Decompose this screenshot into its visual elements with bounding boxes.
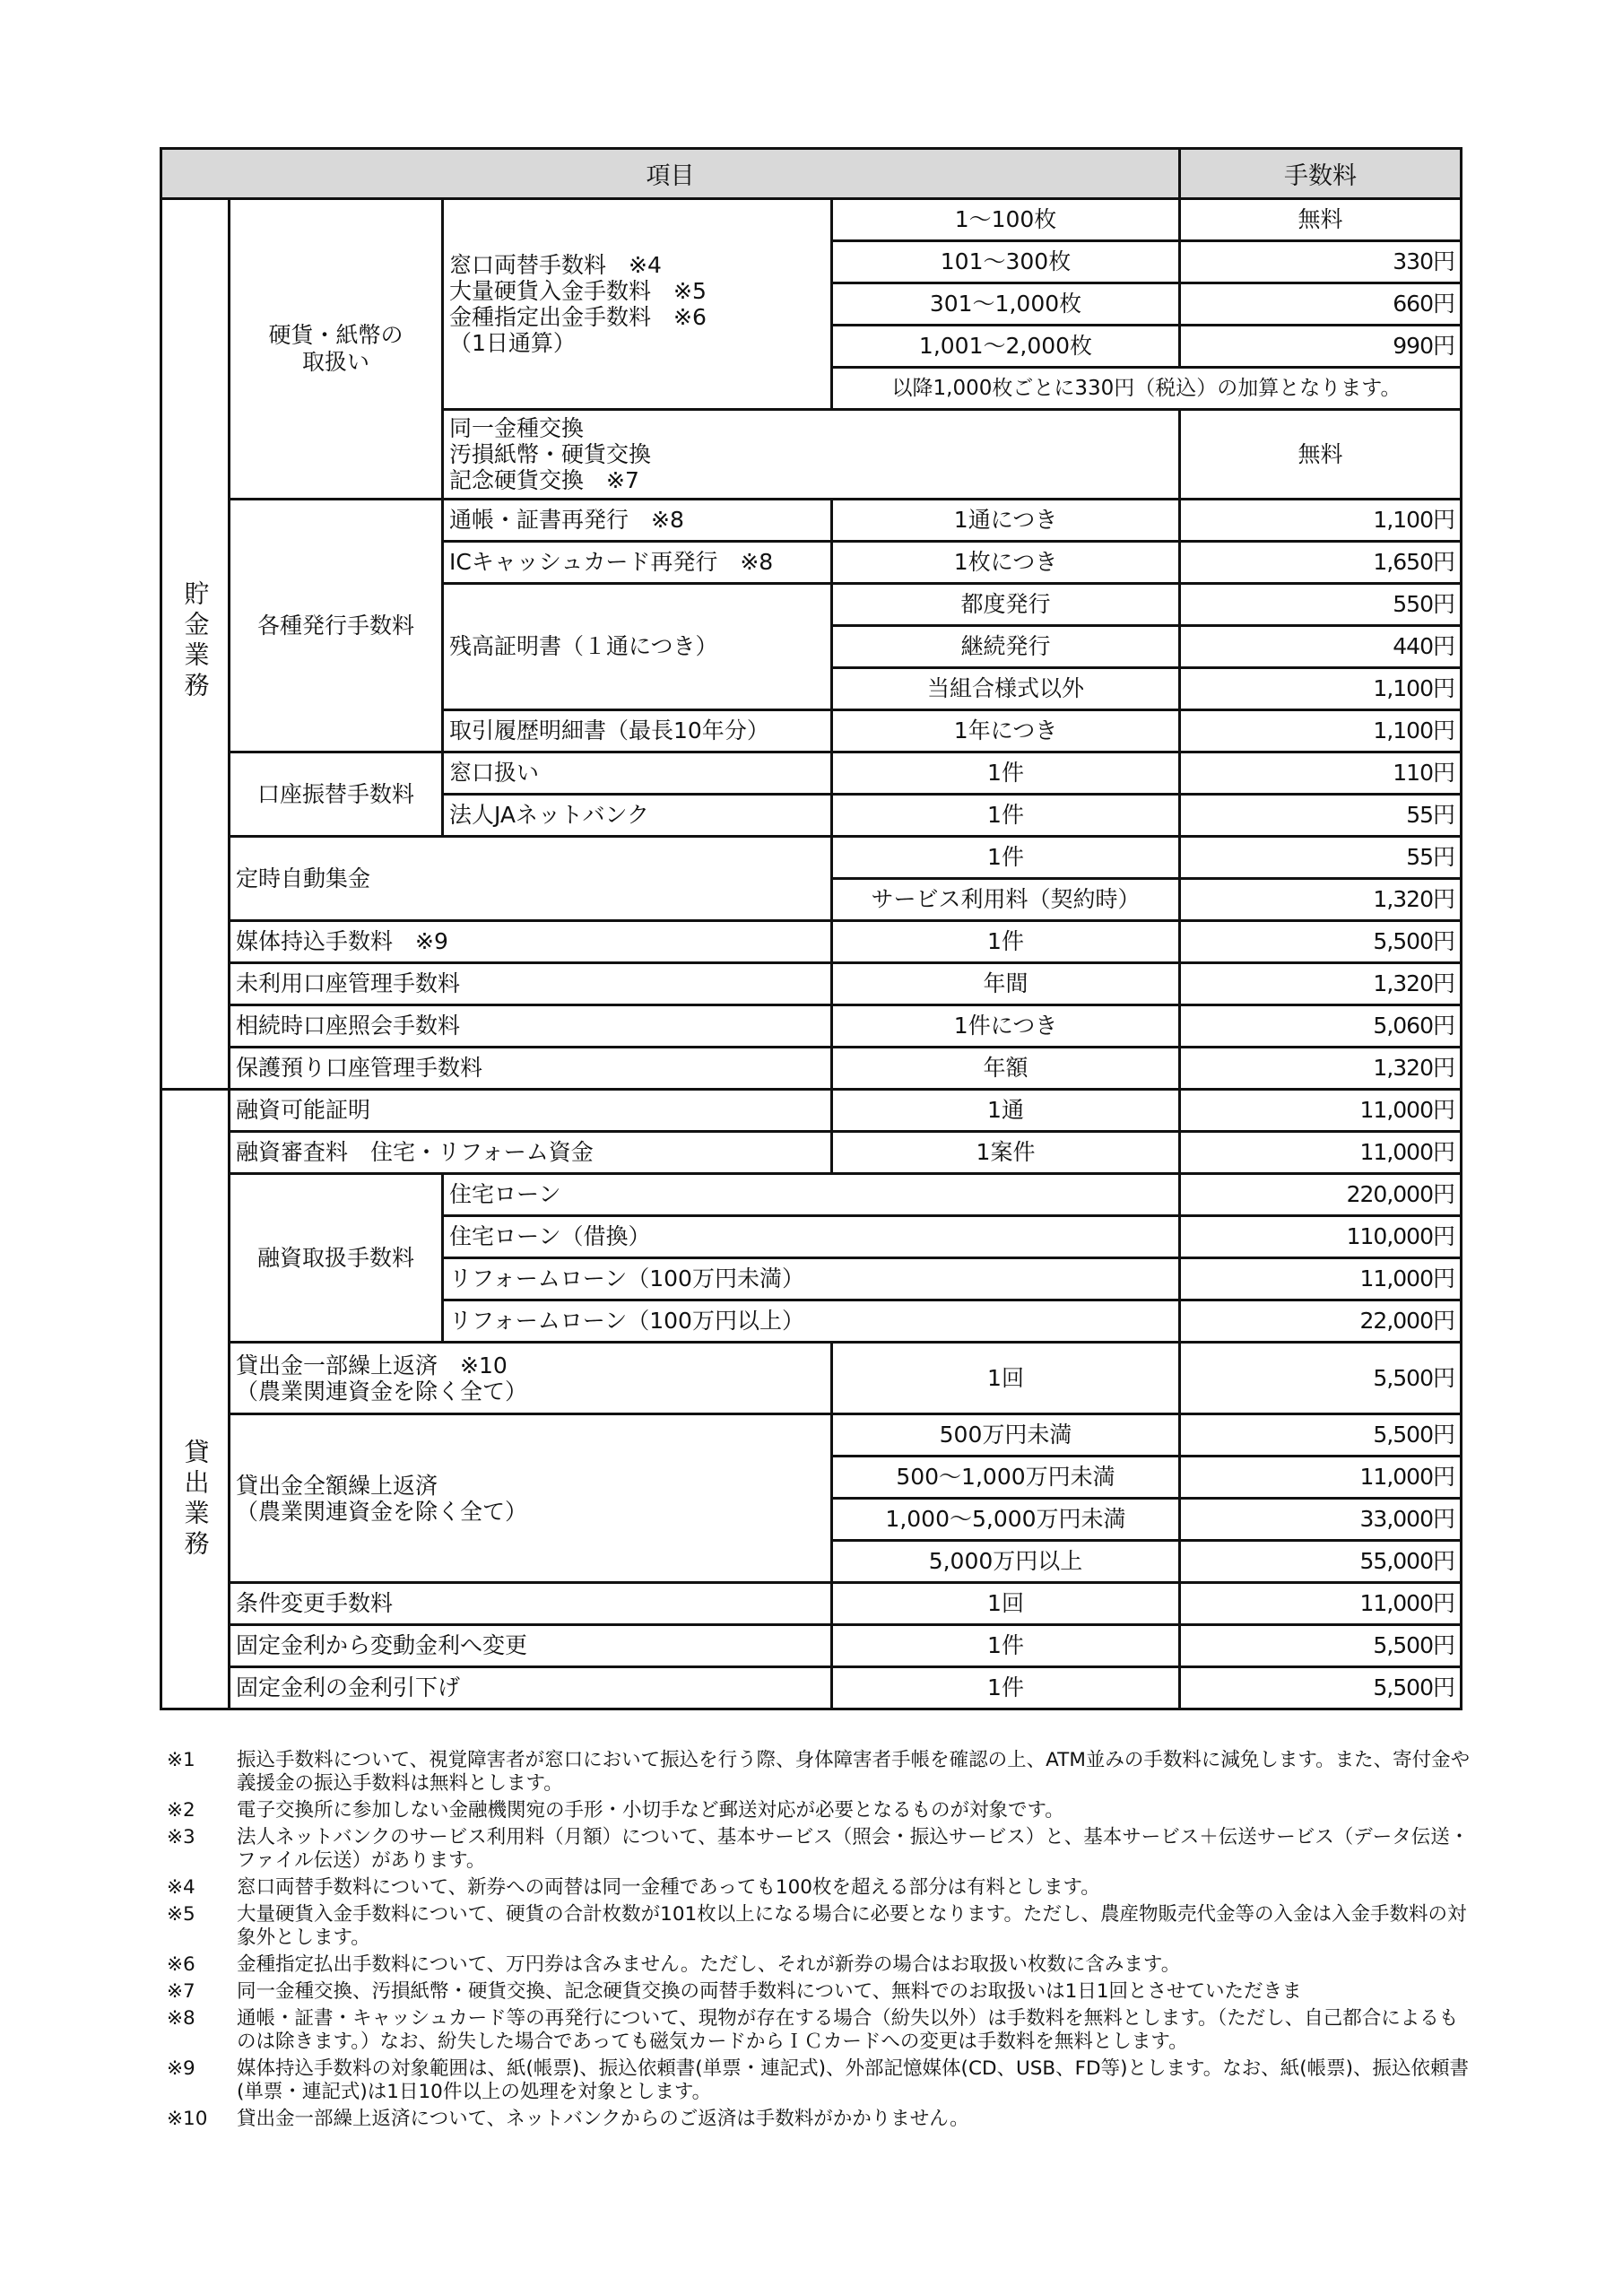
row-fee: 1,100円 <box>1180 668 1462 710</box>
row-item: 取引履歴明細書（最長10年分） <box>443 710 832 752</box>
row-item: 相続時口座照会手数料 <box>230 1005 832 1048</box>
footnotes <box>167 1749 1476 2135</box>
row-fee: 5,060円 <box>1180 1005 1462 1048</box>
row-item: 保護預り口座管理手数料 <box>230 1048 832 1090</box>
row-item: 媒体持込手数料 ※9 <box>230 921 832 963</box>
row-unit: 1通 <box>832 1090 1180 1132</box>
table-row <box>161 752 1462 795</box>
row-fee: 5,500円 <box>1180 1414 1462 1457</box>
full-prepayment-label: 貸出金全額繰上返済 （農業関連資金を除く全て） <box>230 1414 832 1583</box>
table-row <box>161 199 1462 241</box>
table-row <box>161 1583 1462 1625</box>
tier-fee: 330円 <box>1180 241 1462 283</box>
row-item: リフォームローン（100万円以上） <box>443 1300 1180 1343</box>
row-unit: 500～1,000万円未満 <box>832 1457 1180 1499</box>
row-unit: 年額 <box>832 1048 1180 1090</box>
row-unit: 都度発行 <box>832 584 1180 626</box>
tier-note: 以降1,000枚ごとに330円（税込）の加算となります。 <box>832 368 1462 410</box>
row-unit: 1回 <box>832 1343 1180 1414</box>
footnote-mark: ※9 <box>167 2057 195 2080</box>
row-fee: 11,000円 <box>1180 1258 1462 1300</box>
row-unit: 1件 <box>832 1625 1180 1667</box>
row-item: 固定金利から変動金利へ変更 <box>230 1625 832 1667</box>
footnote-text: 金種指定払出手数料について、万円券は含みません。ただし、それが新券の場合はお取扱い枚数に含みます。 <box>237 1953 1181 1976</box>
tier-range: 1～100枚 <box>832 199 1180 241</box>
header-fee: 手数料 <box>1180 149 1462 199</box>
row-item: 窓口扱い <box>443 752 832 795</box>
auto-collect-label: 定時自動集金 <box>230 837 832 921</box>
row-fee: 5,500円 <box>1180 1625 1462 1667</box>
coin-exchange-label: 窓口両替手数料 ※4 大量硬貨入金手数料 ※5 金種指定出金手数料 ※6 （1日通算） <box>443 199 832 410</box>
table-row <box>161 1132 1462 1174</box>
footnote-mark: ※3 <box>167 1826 195 1848</box>
row-unit: 1,000～5,000万円未満 <box>832 1499 1180 1541</box>
row-item: リフォームローン（100万円未満） <box>443 1258 1180 1300</box>
tier-fee: 990円 <box>1180 326 1462 368</box>
row-item: 住宅ローン（借換） <box>443 1216 1180 1258</box>
table-row <box>161 963 1462 1005</box>
row-fee: 5,500円 <box>1180 1343 1462 1414</box>
table-row <box>161 1667 1462 1709</box>
footnote-text: 窓口両替手数料について、新券への両替は同一金種であっても100枚を超える部分は有料とします。 <box>237 1876 1100 1899</box>
row-fee: 220,000円 <box>1180 1174 1462 1216</box>
row-unit: サービス利用料（契約時） <box>832 879 1180 921</box>
tier-fee: 660円 <box>1180 283 1462 326</box>
category-loans: 貸出業務 <box>161 1090 230 1709</box>
footnote-mark: ※2 <box>167 1799 195 1822</box>
row-fee: 440円 <box>1180 626 1462 668</box>
row-unit: 1年につき <box>832 710 1180 752</box>
row-item: 法人JAネットバンク <box>443 795 832 837</box>
footnote <box>167 1953 1476 1977</box>
row-fee: 110,000円 <box>1180 1216 1462 1258</box>
header-item: 項目 <box>161 149 1180 199</box>
table-row <box>161 1174 1462 1216</box>
row-fee: 5,500円 <box>1180 921 1462 963</box>
footnote-text: 媒体持込手数料の対象範囲は、紙(帳票)、振込依頼書(単票・連記式)、外部記憶媒体(CD、USB、FD等)とします。なお、紙(帳票)、振込依頼書(単票・連記式)は1日10件以上の処理を対象とします。 <box>237 2057 1470 2103</box>
row-fee: 1,650円 <box>1180 542 1462 584</box>
group-coin-handling: 硬貨・紙幣の 取扱い <box>230 199 443 500</box>
row-fee: 1,320円 <box>1180 1048 1462 1090</box>
footnote <box>167 2108 1476 2131</box>
row-fee: 1,100円 <box>1180 500 1462 542</box>
table-row <box>161 1005 1462 1048</box>
footnote <box>167 1749 1476 1796</box>
table-header-row <box>161 149 1462 199</box>
footnote-mark: ※10 <box>167 2108 208 2130</box>
footnote <box>167 1980 1476 2004</box>
same-exchange-fee: 無料 <box>1180 410 1462 500</box>
row-unit: 1案件 <box>832 1132 1180 1174</box>
row-item: 貸出金一部繰上返済 ※10 （農業関連資金を除く全て） <box>230 1343 832 1414</box>
balance-cert-label: 残高証明書（１通につき） <box>443 584 832 710</box>
row-unit: 5,000万円以上 <box>832 1541 1180 1583</box>
footnote-text: 貸出金一部繰上返済について、ネットバンクからのご返済は手数料がかかりません。 <box>237 2108 969 2130</box>
footnote-mark: ※5 <box>167 1903 195 1926</box>
fee-table <box>160 147 1462 1710</box>
footnote-text: 法人ネットバンクのサービス利用料（月額）について、基本サービス（照会・振込サービス）と、基本サービス＋伝送サービス（データ伝送・ファイル伝送）があります。 <box>237 1826 1470 1872</box>
table-row <box>161 1090 1462 1132</box>
row-fee: 5,500円 <box>1180 1667 1462 1709</box>
tier-range: 301～1,000枚 <box>832 283 1180 326</box>
tier-fee: 無料 <box>1180 199 1462 241</box>
table-row <box>161 1343 1462 1414</box>
footnote-text: 電子交換所に参加しない金融機関宛の手形・小切手など郵送対応が必要となるものが対象です。 <box>237 1799 1064 1822</box>
row-unit: 1通につき <box>832 500 1180 542</box>
row-unit: 1件 <box>832 1667 1180 1709</box>
row-unit: 500万円未満 <box>832 1414 1180 1457</box>
row-unit: 1件 <box>832 752 1180 795</box>
footnote <box>167 2057 1476 2104</box>
footnote-mark: ※7 <box>167 1980 195 2003</box>
group-transfer: 口座振替手数料 <box>230 752 443 837</box>
table-row <box>161 837 1462 879</box>
row-fee: 55円 <box>1180 837 1462 879</box>
row-unit: 当組合様式以外 <box>832 668 1180 710</box>
row-fee: 55,000円 <box>1180 1541 1462 1583</box>
row-unit: 1枚につき <box>832 542 1180 584</box>
footnote <box>167 1826 1476 1873</box>
row-item: 固定金利の金利引下げ <box>230 1667 832 1709</box>
row-fee: 110円 <box>1180 752 1462 795</box>
row-item: 通帳・証書再発行 ※8 <box>443 500 832 542</box>
row-fee: 55円 <box>1180 795 1462 837</box>
row-item: 融資審査料 住宅・リフォーム資金 <box>230 1132 832 1174</box>
footnote <box>167 2007 1476 2054</box>
row-item: ICキャッシュカード再発行 ※8 <box>443 542 832 584</box>
footnote-mark: ※6 <box>167 1953 195 1976</box>
footnote <box>167 1903 1476 1950</box>
group-loan-handling: 融資取扱手数料 <box>230 1174 443 1343</box>
row-fee: 22,000円 <box>1180 1300 1462 1343</box>
row-unit: 1件につき <box>832 1005 1180 1048</box>
row-fee: 11,000円 <box>1180 1132 1462 1174</box>
row-unit: 1件 <box>832 795 1180 837</box>
group-issuance: 各種発行手数料 <box>230 500 443 752</box>
footnote-text: 振込手数料について、視覚障害者が窓口において振込を行う際、身体障害者手帳を確認の上、ATM並みの手数料に減免します。また、寄付金や義援金の振込手数料は無料とします。 <box>237 1749 1471 1795</box>
row-item: 融資可能証明 <box>230 1090 832 1132</box>
row-fee: 33,000円 <box>1180 1499 1462 1541</box>
row-unit: 1回 <box>832 1583 1180 1625</box>
row-fee: 11,000円 <box>1180 1457 1462 1499</box>
row-item: 未利用口座管理手数料 <box>230 963 832 1005</box>
footnote-mark: ※4 <box>167 1876 195 1899</box>
row-fee: 1,100円 <box>1180 710 1462 752</box>
table-row <box>161 500 1462 542</box>
table-row <box>161 1048 1462 1090</box>
row-unit: 年間 <box>832 963 1180 1005</box>
row-unit: 1件 <box>832 921 1180 963</box>
row-fee: 1,320円 <box>1180 963 1462 1005</box>
footnote <box>167 1799 1476 1822</box>
table-row <box>161 1625 1462 1667</box>
row-item: 住宅ローン <box>443 1174 1180 1216</box>
table-row <box>161 1414 1462 1457</box>
row-item: 条件変更手数料 <box>230 1583 832 1625</box>
row-unit: 1件 <box>832 837 1180 879</box>
category-savings: 貯金業務 <box>161 199 230 1090</box>
footnote-text: 大量硬貨入金手数料について、硬貨の合計枚数が101枚以上になる場合に必要となります。ただし、農産物販売代金等の入金は入金手数料の対象外とします。 <box>237 1903 1467 1949</box>
footnote-text: 同一金種交換、汚損紙幣・硬貨交換、記念硬貨交換の両替手数料について、無料でのお取扱いは1日1回とさせていただきま <box>237 1980 1302 2003</box>
row-unit: 継続発行 <box>832 626 1180 668</box>
same-exchange-label: 同一金種交換 汚損紙幣・硬貨交換 記念硬貨交換 ※7 <box>443 410 1180 500</box>
row-fee: 1,320円 <box>1180 879 1462 921</box>
footnote <box>167 1876 1476 1900</box>
row-fee: 11,000円 <box>1180 1090 1462 1132</box>
tier-range: 101～300枚 <box>832 241 1180 283</box>
table-row <box>161 921 1462 963</box>
tier-range: 1,001～2,000枚 <box>832 326 1180 368</box>
footnote-mark: ※1 <box>167 1749 195 1771</box>
footnote-text: 通帳・証書・キャッシュカード等の再発行について、現物が存在する場合（紛失以外）は手数料を無料とします。（ただし、自己都合によるものは除きます。）なお、紛失した場合であっても磁気カードからＩＣカードへの変更は手数料を無料とします。 <box>237 2007 1459 2053</box>
footnote-mark: ※8 <box>167 2007 195 2030</box>
row-fee: 11,000円 <box>1180 1583 1462 1625</box>
row-fee: 550円 <box>1180 584 1462 626</box>
